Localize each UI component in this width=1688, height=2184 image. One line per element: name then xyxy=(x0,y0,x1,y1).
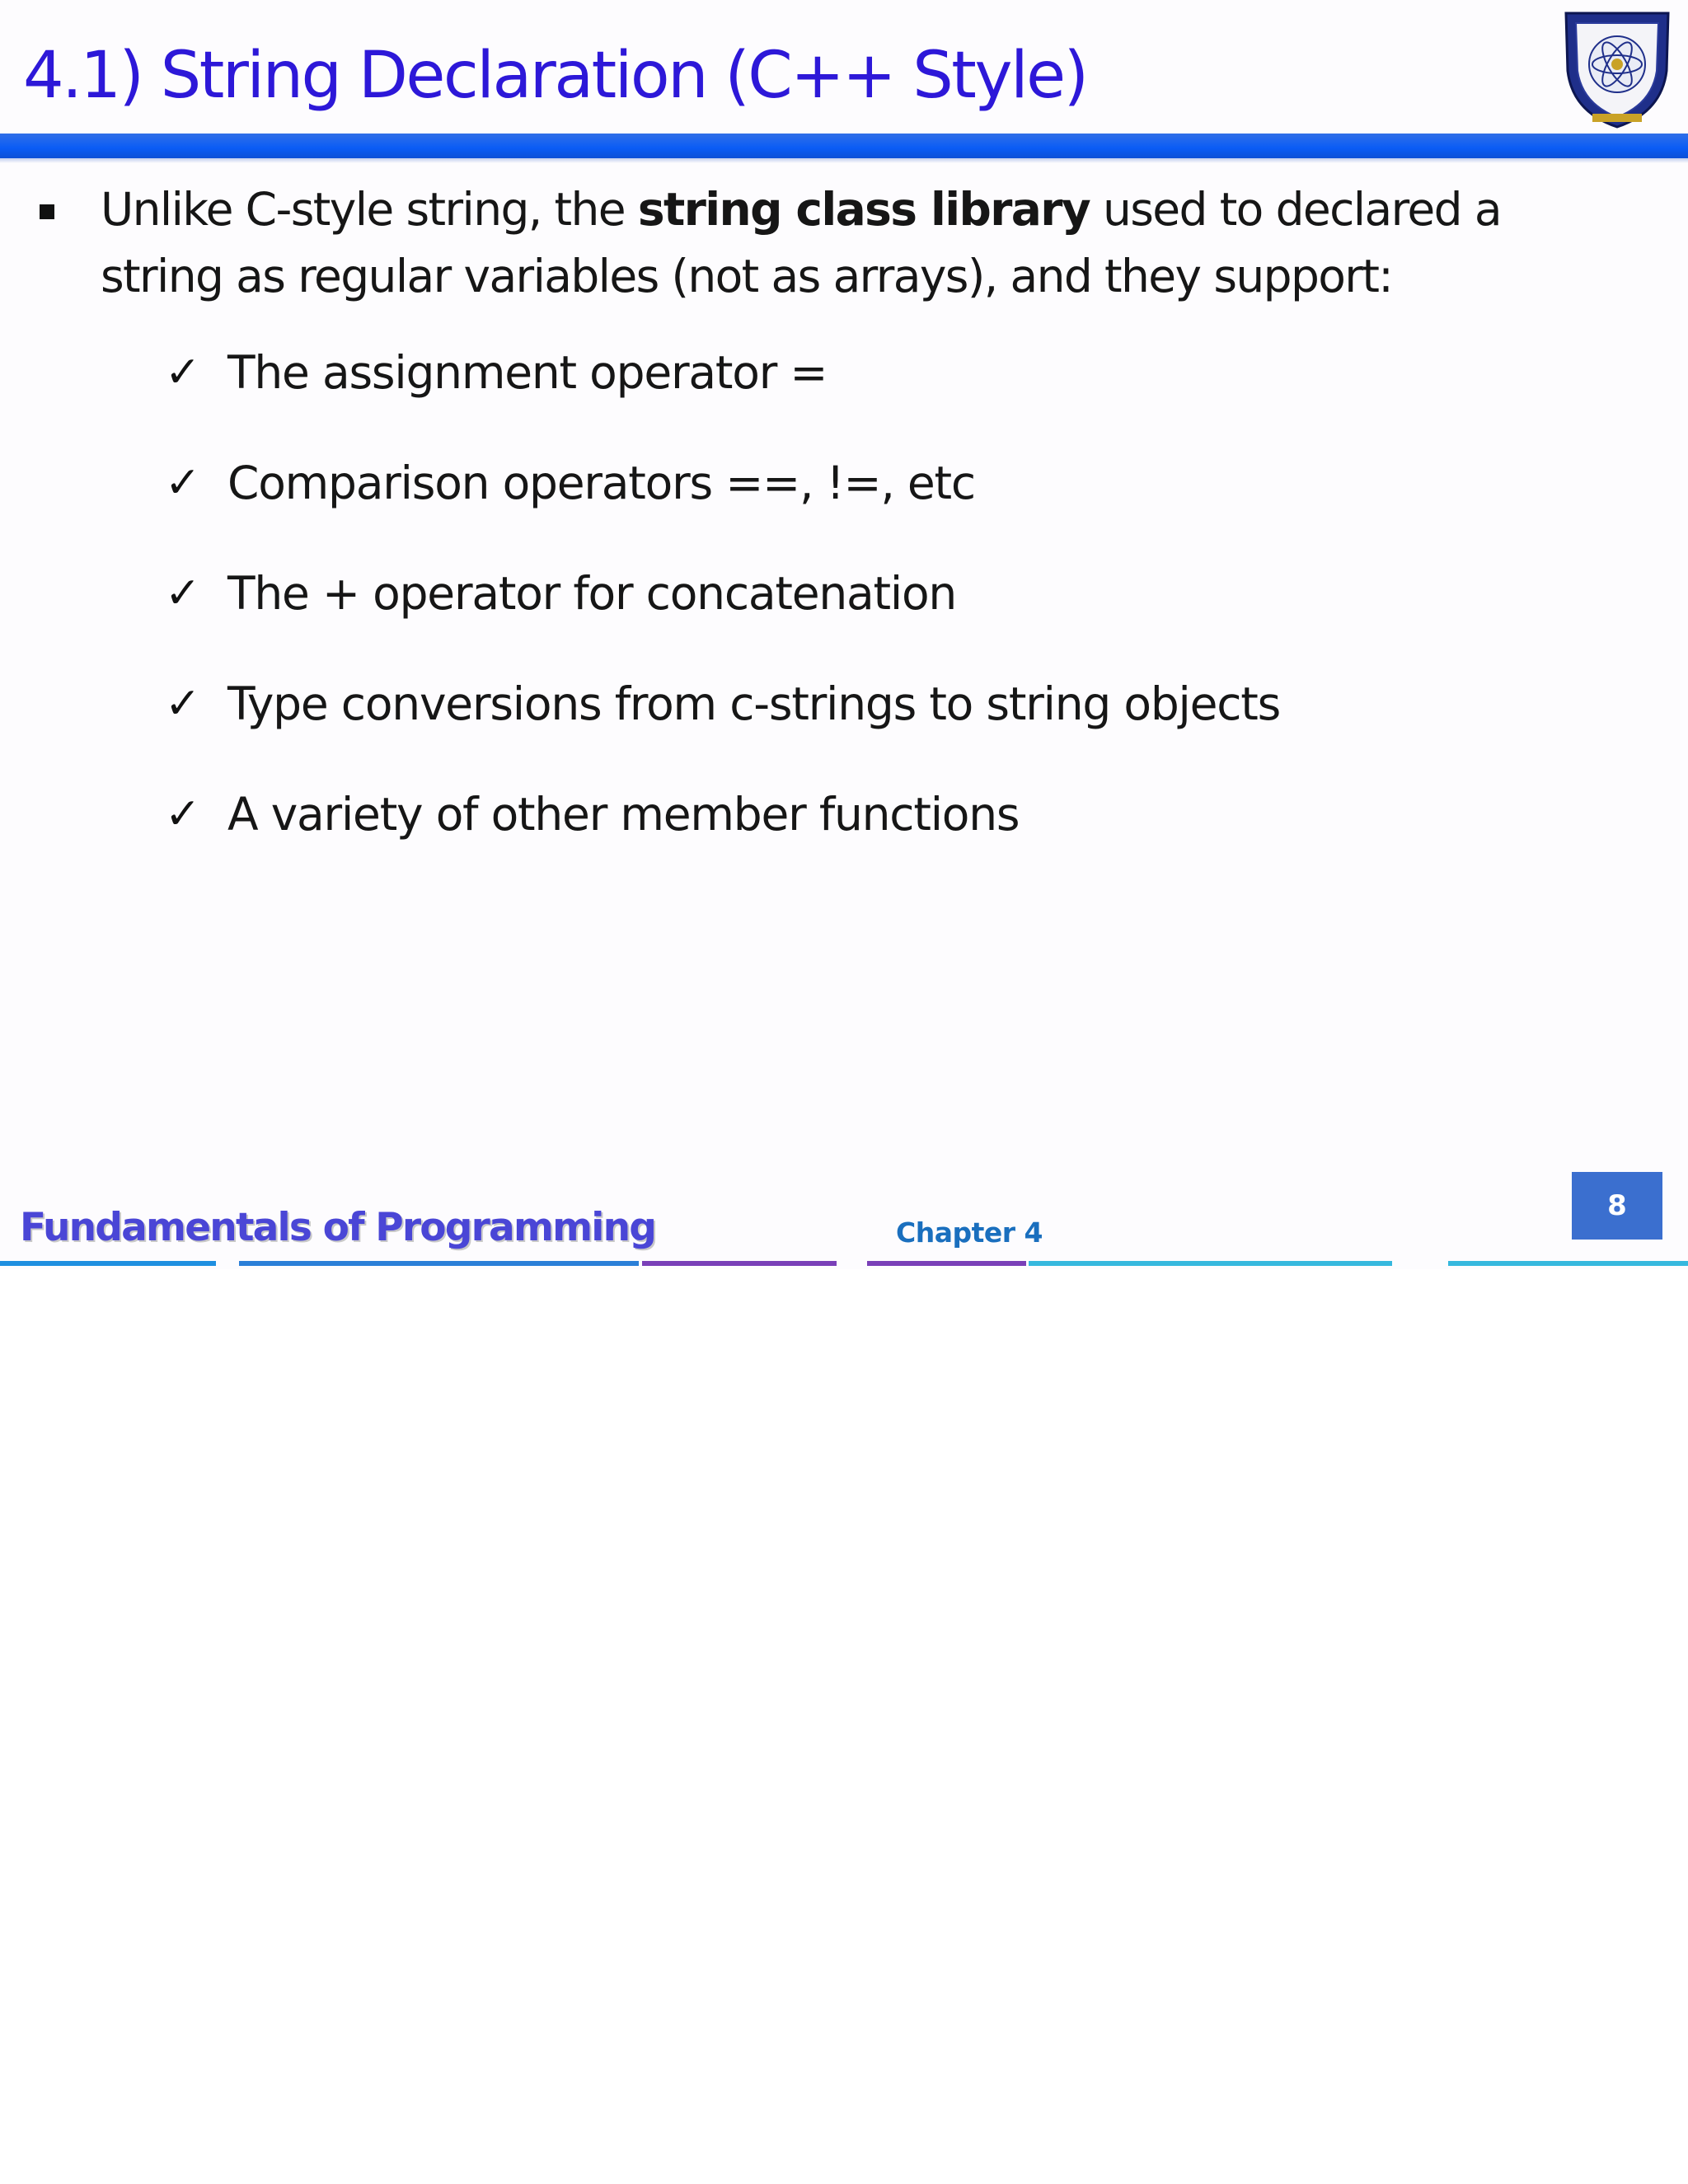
footer-divider xyxy=(642,1261,837,1266)
checkmark-icon: ✓ xyxy=(165,679,200,729)
checklist-item-text: The assignment operator = xyxy=(227,346,828,399)
footer-divider xyxy=(0,1261,216,1266)
intro-after: used to declared a string as regular variables (not as arrays), and they support: xyxy=(101,183,1501,302)
slide-title: 4.1) String Declaration (C++ Style) xyxy=(23,39,1087,113)
checklist-item xyxy=(165,788,1019,841)
checkmark-icon: ✓ xyxy=(165,569,200,618)
footer-course-title: Fundamentals of Programming xyxy=(20,1205,656,1250)
intro-paragraph xyxy=(101,176,1551,310)
checklist-item-text: A variety of other member functions xyxy=(227,788,1020,841)
page-number-badge xyxy=(1572,1172,1662,1240)
checkmark-icon: ✓ xyxy=(165,348,200,397)
checklist-item-text: The + operator for concatenation xyxy=(227,567,957,620)
university-seal-icon xyxy=(1559,5,1675,130)
page-number: 8 xyxy=(1607,1189,1627,1222)
square-bullet-icon xyxy=(40,204,54,219)
checklist-item xyxy=(165,567,956,620)
footer-divider xyxy=(867,1261,1026,1266)
title-bar-shadow xyxy=(0,158,1688,163)
footer-divider xyxy=(239,1261,639,1266)
footer-divider xyxy=(1448,1261,1688,1266)
checklist-item xyxy=(165,457,975,509)
checkmark-icon: ✓ xyxy=(165,458,200,508)
footer-chapter: Chapter 4 xyxy=(896,1216,1043,1249)
intro-before: Unlike C-style string, the xyxy=(101,183,638,236)
intro-bold: string class library xyxy=(637,183,1090,236)
footer-divider xyxy=(1029,1261,1392,1266)
checkmark-icon: ✓ xyxy=(165,790,200,839)
checklist-item xyxy=(165,677,1280,730)
checklist-item xyxy=(165,346,827,399)
checklist-item-text: Comparison operators ==, !=, etc xyxy=(227,457,975,509)
title-bar xyxy=(0,134,1688,158)
checklist-item-text: Type conversions from c-strings to string objects xyxy=(227,677,1281,730)
